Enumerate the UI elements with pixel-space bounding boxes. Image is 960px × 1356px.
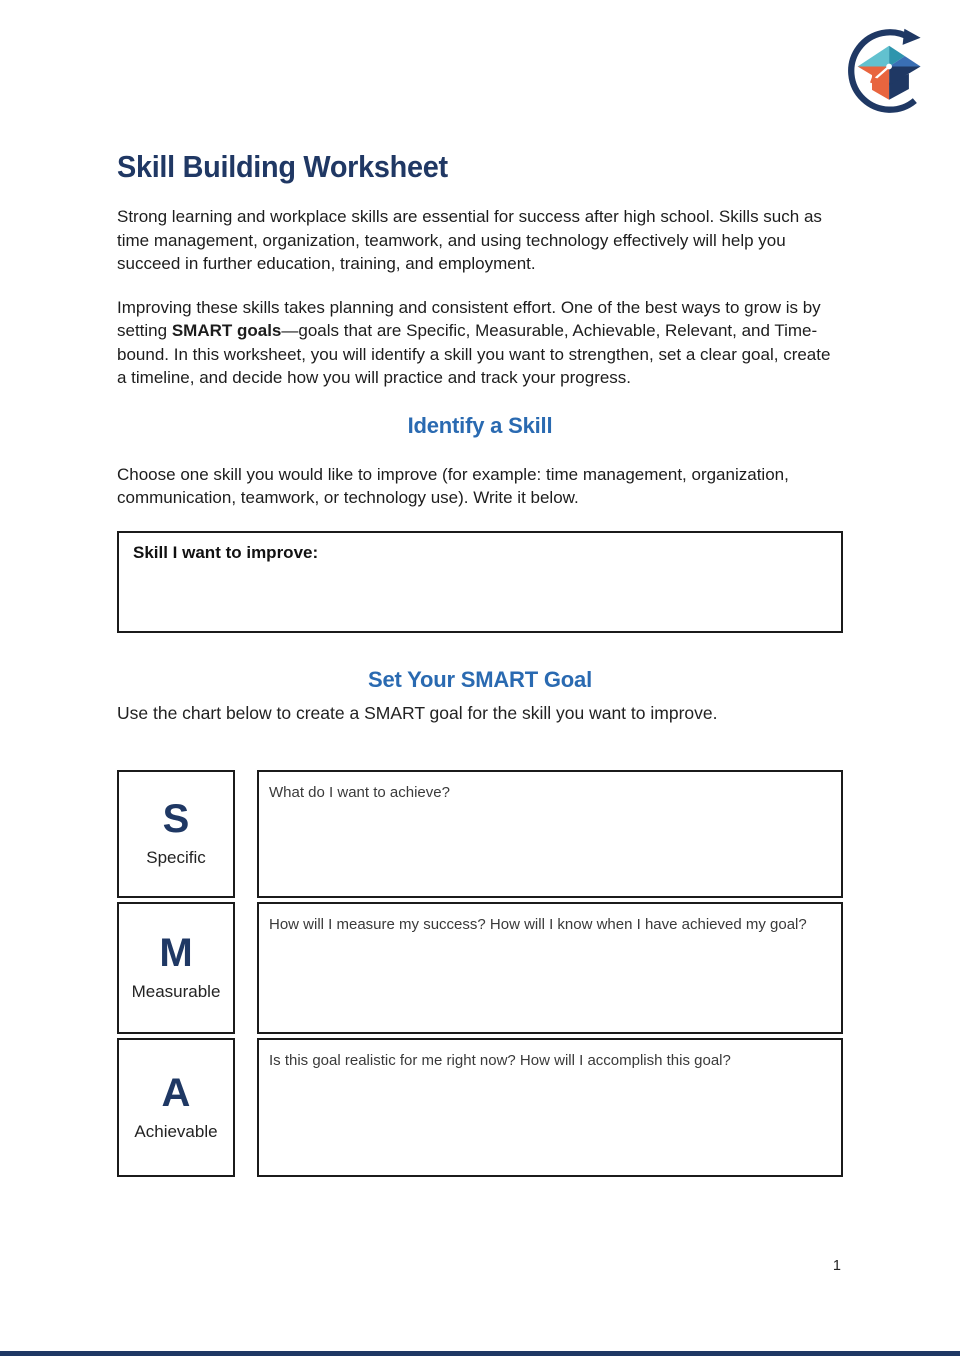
graduation-cap-logo-icon bbox=[845, 26, 935, 116]
smart-goal-heading: Set Your SMART Goal bbox=[368, 666, 592, 692]
intro-paragraph-2-pre: Improving these skills takes planning and consistent effort. One of the best ways to grow is by setting bbox=[117, 297, 821, 340]
page-number: 1 bbox=[832, 1258, 841, 1274]
achievable-letter-cell bbox=[117, 1038, 235, 1177]
letter-a: A bbox=[161, 1070, 191, 1115]
skill-input-box bbox=[117, 531, 843, 633]
specific-question: What do I want to achieve? bbox=[269, 783, 450, 801]
intro-paragraph-2-post: —goals that are Specific, Measurable, Achievable, Relevant, and Time-bound. In this worksheet, you will identify a skill you want to strengthen, set a clear goal, create a timeline, and decide how you will practice and track your progress. bbox=[117, 321, 831, 387]
specific-question-cell bbox=[257, 770, 843, 898]
achievable-label: Achievable bbox=[134, 1121, 218, 1141]
skill-input-box-label: Skill I want to improve: bbox=[133, 542, 319, 562]
document-content bbox=[117, 0, 843, 1181]
smart-row-measurable bbox=[117, 902, 843, 1034]
measurable-question: How will I measure my success? How will I know when I have achieved my goal? bbox=[269, 915, 807, 933]
page-title: Skill Building Worksheet bbox=[117, 149, 448, 184]
intro-paragraph-2 bbox=[117, 296, 843, 390]
smart-goals-bold-text: SMART goals bbox=[171, 321, 282, 340]
letter-m: M bbox=[159, 931, 193, 975]
letter-s: S bbox=[162, 797, 190, 841]
specific-letter-cell bbox=[117, 770, 235, 898]
specific-label: Specific bbox=[146, 848, 206, 867]
measurable-letter-cell bbox=[117, 902, 235, 1034]
achievable-question-cell bbox=[257, 1038, 843, 1177]
measurable-label: Measurable bbox=[131, 982, 221, 1001]
smart-goal-table bbox=[117, 770, 843, 1177]
intro-paragraph-1: Strong learning and workplace skills are essential for success after high school. Skills such as time management, organization, teamwork, and using technology effectively will help you succeed in further education, training, and employment. bbox=[117, 207, 822, 273]
achievable-question: Is this goal realistic for me right now? How will I accomplish this goal? bbox=[269, 1051, 731, 1069]
smart-row-specific bbox=[117, 770, 843, 898]
identify-skill-description: Choose one skill you would like to improve (for example: time management, organization, communication, teamwork, or technology use). Write it below. bbox=[117, 464, 789, 507]
footer-accent-bar bbox=[0, 1351, 960, 1356]
smart-row-achievable bbox=[117, 1038, 843, 1177]
smart-chart-caption: Use the chart below to create a SMART goal for the skill you want to improve. bbox=[117, 702, 718, 723]
identify-skill-heading: Identify a Skill bbox=[407, 412, 553, 438]
measurable-question-cell bbox=[257, 902, 843, 1034]
